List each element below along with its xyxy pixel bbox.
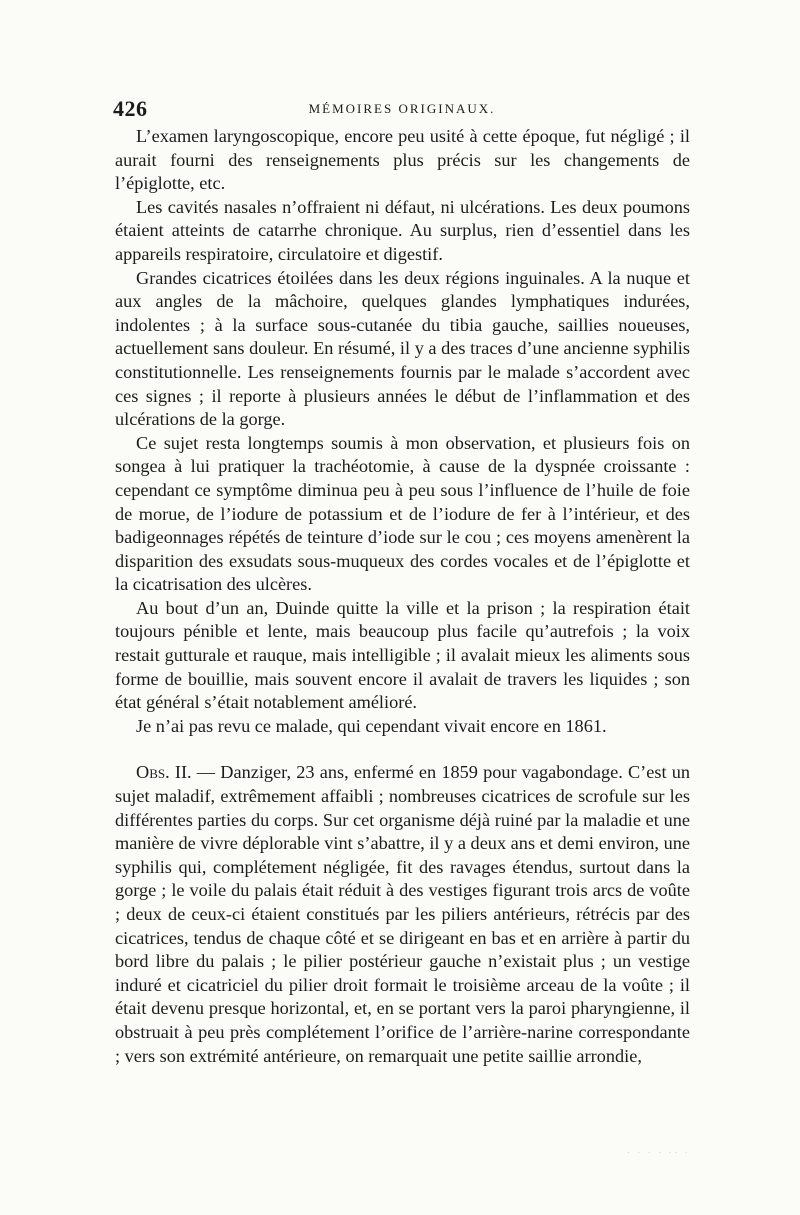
page-header (113, 96, 691, 122)
paragraph-observation-treatment: Ce sujet resta longtemps soumis à mon observation, et plusieurs fois on songea à lui pratiquer la trachéotomie, à cause de la dyspnée croissante : cependant ce symptôme diminua peu à peu sous l’influence de l’huile de foie de morue, de l’iodure de potassium et de l’iodure de fer à l’intérieur, et des badigeonnages répétés de teinture d’iode sur le cou ; ces moyens amenèrent la disparition des exsudats sous-muqueux des cordes vocales et de l’épiglotte et la cicatrisation des ulcères. (115, 432, 690, 595)
paragraph-scars: Grandes cicatrices étoilées dans les deux régions inguinales. A la nuque et aux angles de la mâchoire, quelques glandes lymphatiques indurées, indolentes ; à la surface sous-cutanée du tibia gauche, saillies noueuses, actuellement sans douleur. En résumé, il y a des traces d’une ancienne syphilis constitutionnelle. Les renseignements fournis par le malade s’accordent avec ces signes ; il reporte à plusieurs années le début de l’inflammation et des ulcérations de la gorge. (115, 267, 690, 430)
observation-2 (115, 761, 690, 1068)
body-text (115, 125, 690, 1068)
observation-text: — Danziger, 23 ans, enfermé en 1859 pour vagabondage. C’est un sujet maladif, extrêmement affaibli ; nombreuses cicatrices de scrofule sur les différentes parties du corps. Sur cet organisme déjà ruiné par la maladie et une manière de vivre déplorable vint s’abattre, il y a deux ans et demi environ, une syphilis qui, complétement négligée, fit des ravages étendus, surtout dans la gorge ; le voile du palais était réduit à des vestiges figurant trois arcs de voûte ; deux de ceux-ci étaient constitués par les piliers antérieurs, rétrécis par des cicatrices, tendus de chaque côté et se dirigeant en bas et en arrière à partir du bord libre du palais ; le pilier postérieur gauche n’existait plus ; un vestige induré et cicatriciel du pilier droit formait le troisième arceau de la voûte ; il était devenu presque horizontal, et, en se portant vers la paroi pharyngienne, il obstruait à peu près complétement l’orifice de l’arrière-narine correspondante ; vers son extrémité antérieure, on remarquait une petite saillie arrondie, (115, 762, 690, 1066)
observation-label: Obs. II. (136, 762, 192, 783)
running-head: MÉMOIRES ORIGINAUX. (308, 101, 496, 116)
page-number: 426 (113, 96, 148, 121)
bleed-through-marks: · · · · ·· · (626, 1147, 690, 1159)
paragraph-laryngoscopy: L’examen laryngoscopique, encore peu usité à cette époque, fut négligé ; il aurait fourni des renseignements plus précis sur les changements de l’épiglotte, etc. (115, 126, 690, 194)
paragraph-nasal-cavities: Les cavités nasales n’offraient ni défaut, ni ulcérations. Les deux poumons étaient atteints de catarrhe chronique. Au surplus, rien d’essentiel dans les appareils respiratoire, circulatoire et digestif. (115, 196, 690, 264)
paragraph-follow-up: Je n’ai pas revu ce malade, qui cependant vivait encore en 1861. (136, 715, 607, 736)
paragraph-departure: Au bout d’un an, Duinde quitte la ville et la prison ; la respiration était toujours pénible et lente, mais beaucoup plus facile qu’autrefois ; la voix restait gutturale et rauque, mais intelligible ; il avalait mieux les aliments sous forme de bouillie, mais souvent encore il avalait de travers les liquides ; son état général s’était notablement amélioré. (115, 597, 690, 713)
